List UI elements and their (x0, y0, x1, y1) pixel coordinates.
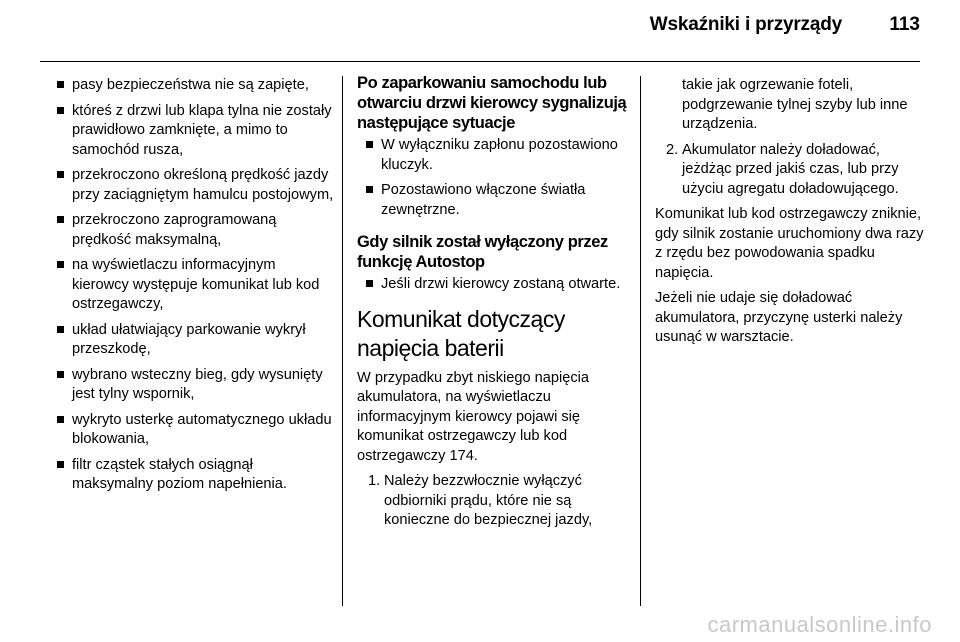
list-item: na wyświetlaczu informacyjnym kierowcy występuje komunikat lub kod ostrzegawczy, (48, 256, 334, 315)
list-item: układ ułatwiający parkowanie wykrył przeszkodę, (48, 321, 334, 360)
step-number: 2. (666, 141, 679, 158)
header-divider (40, 61, 920, 62)
autostop-conditions-list (357, 275, 632, 295)
step-continuation: takie jak ogrzewanie foteli, podgrzewanie tylnej szyby lub inne urządzenia. (682, 77, 908, 132)
list-item: W wyłączniku zapłonu pozostawiono kluczyk. (357, 136, 632, 175)
header-title: Wskaźniki i przyrządy (649, 14, 842, 35)
list-item: któreś z drzwi lub klapa tylna nie zostały prawidłowo zamknięte, a mimo to samochód rusza, (48, 102, 334, 161)
step-text: Należy bezzwłocznie wyłączyć odbiorniki prądu, które nie są konieczne do bezpiecznej jazdy, (384, 473, 593, 528)
column-3 (655, 76, 930, 354)
section-heading-battery: Komunikat dotyczący napięcia baterii (357, 305, 565, 361)
list-item: przekroczono zaprogramowaną prędkość maksymalną, (48, 211, 334, 250)
battery-steps-list-continued (655, 141, 930, 200)
section-heading-autostop: Gdy silnik został wyłączony przez funkcję Autostop (357, 233, 608, 271)
page-number: 113 (889, 14, 920, 35)
list-item (655, 141, 930, 200)
column-1 (48, 76, 334, 501)
list-item: wykryto usterkę automatycznego układu blokowania, (48, 411, 334, 450)
workshop-paragraph: Jeżeli nie udaje się doładować akumulatora, przyczynę usterki należy usunąć w warsztacie. (655, 290, 903, 345)
step-number: 1. (368, 473, 381, 489)
list-item: Pozostawiono włączone światła zewnętrzne. (357, 181, 632, 220)
step-text: Akumulator należy doładować, jeżdżąc przed jakiś czas, lub przy użyciu agregatu doładowującego. (682, 141, 899, 197)
list-item: pasy bezpieczeństwa nie są zapięte, (48, 76, 334, 96)
warning-clear-paragraph: Komunikat lub kod ostrzegawczy zniknie, gdy silnik zostanie uruchomiony dwa razy z rzędu bez powodowania spadku napięcia. (655, 206, 924, 281)
column-divider-1 (342, 76, 343, 606)
list-item: filtr cząstek stałych osiągnął maksymalny poziom napełnienia. (48, 456, 334, 495)
battery-paragraph: W przypadku zbyt niskiego napięcia akumulatora, na wyświetlaczu informacyjnym kierowcy pojawi się komunikat ostrzegawczy lub kod ostrzegawczy 174. (357, 369, 589, 464)
list-item (357, 472, 632, 531)
column-2 (357, 76, 632, 537)
list-item: przekroczono określoną prędkość jazdy przy zaciągniętym hamulcu postojowym, (48, 166, 334, 205)
section-heading-parking: Po zaparkowaniu samochodu lub otwarciu drzwi kierowcy sygnalizują następujące sytuacje (357, 74, 627, 132)
column-divider-2 (640, 76, 641, 606)
list-item: Jeśli drzwi kierowcy zostaną otwarte. (357, 275, 632, 295)
list-item: wybrano wsteczny bieg, gdy wysunięty jest tylny wspornik, (48, 366, 334, 405)
warning-conditions-list (48, 76, 334, 495)
battery-steps-list (357, 472, 632, 531)
watermark: carmanualsonline.info (707, 612, 932, 637)
parking-conditions-list (357, 136, 632, 220)
